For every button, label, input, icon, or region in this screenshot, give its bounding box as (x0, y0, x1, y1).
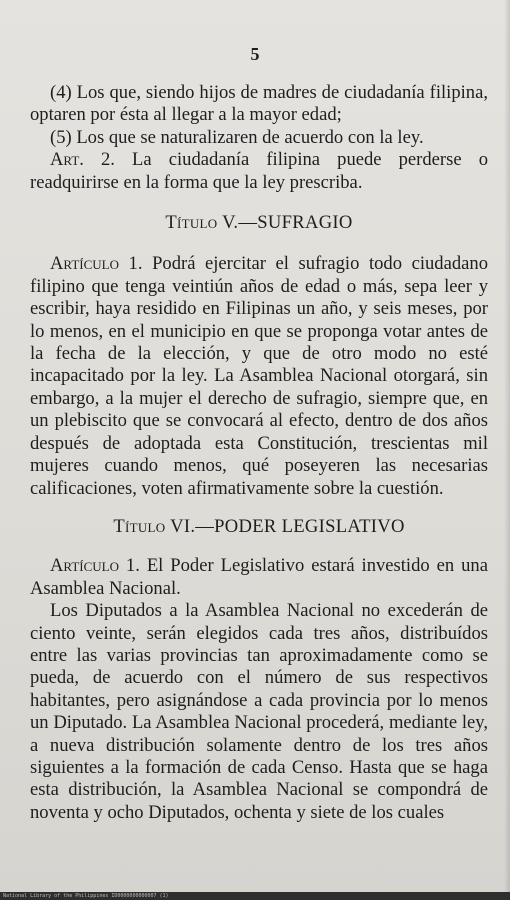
scan-footer-strip: National Library of the Philippines ID0000000000007 (1) (0, 892, 510, 900)
heading-text: VI.—PODER LEGISLATIVO (165, 515, 405, 537)
article-text: 1. El Poder Legislativo estará investido en una Asamblea Nacional. (30, 555, 488, 599)
paragraph-sufragio-art-1 (30, 253, 488, 499)
page-edge-shadow (504, 0, 510, 892)
paragraph-art-2 (30, 149, 488, 194)
paragraph-citizenship-4: (4) Los que, siendo hijos de madres de ciudadanía filipina, optaren por ésta al llegar a la mayor edad; (30, 82, 488, 126)
body-text (30, 82, 488, 824)
heading-label: Título (165, 212, 218, 234)
heading-titulo-v (30, 212, 488, 234)
article-label: Artículo (50, 555, 119, 577)
heading-text: V.—SUFRAGIO (217, 212, 353, 234)
paragraph-citizenship-5: (5) Los que se naturalizaren de acuerdo con la ley. (50, 126, 424, 148)
heading-label: Título (113, 515, 166, 537)
page-number: 5 (250, 44, 260, 64)
heading-titulo-vi (30, 516, 488, 538)
article-label: Art. (50, 149, 84, 171)
paragraph-diputados: Los Diputados a la Asamblea Nacional no excederán de ciento veinte, serán elegidos cada tres años, distribuídos entre las varias provincias tan aproximadamente como se pueda, de acuerdo con el número de sus respectivos habitantes, pero asignándose a cada provincia por lo menos un Diputado. La Asamblea Nacional procederá, mediante ley, a nueva distribución solamente dentro de los tres años siguientes a la formación de cada Censo. Hasta que se haga esta distribución, la Asamblea Nacional se compondrá de noventa y ocho Diputados, ochenta y siete de los cuales (30, 600, 488, 823)
article-text: 2. La ciudadanía filipina puede perderse o readquirirse en la forma que la ley prescriba. (30, 149, 488, 193)
article-text: 1. Podrá ejercitar el sufragio todo ciudadano filipino que tenga veintiún años de edad o más, sepa leer y escribir, haya residido en Filipinas un año, y seis meses, por lo menos, en el municipio en que se proponga votar antes de la fecha de la elección, y que de otro modo no esté incapacitado por la ley. La Asamblea Nacional otorgará, sin embargo, a la mujer el derecho de sufragio, siempre que, en un plebiscito que se convocará al efecto, dentro de dos años después de adoptada esta Constitución, trescientas mil mujeres cuando menos, qué poseyeren las necesarias calificaciones, voten afirmativamente sobre la cuestión. (30, 253, 488, 499)
article-label: Artículo (50, 253, 119, 275)
paragraph-legislativo-art-1 (30, 555, 488, 600)
